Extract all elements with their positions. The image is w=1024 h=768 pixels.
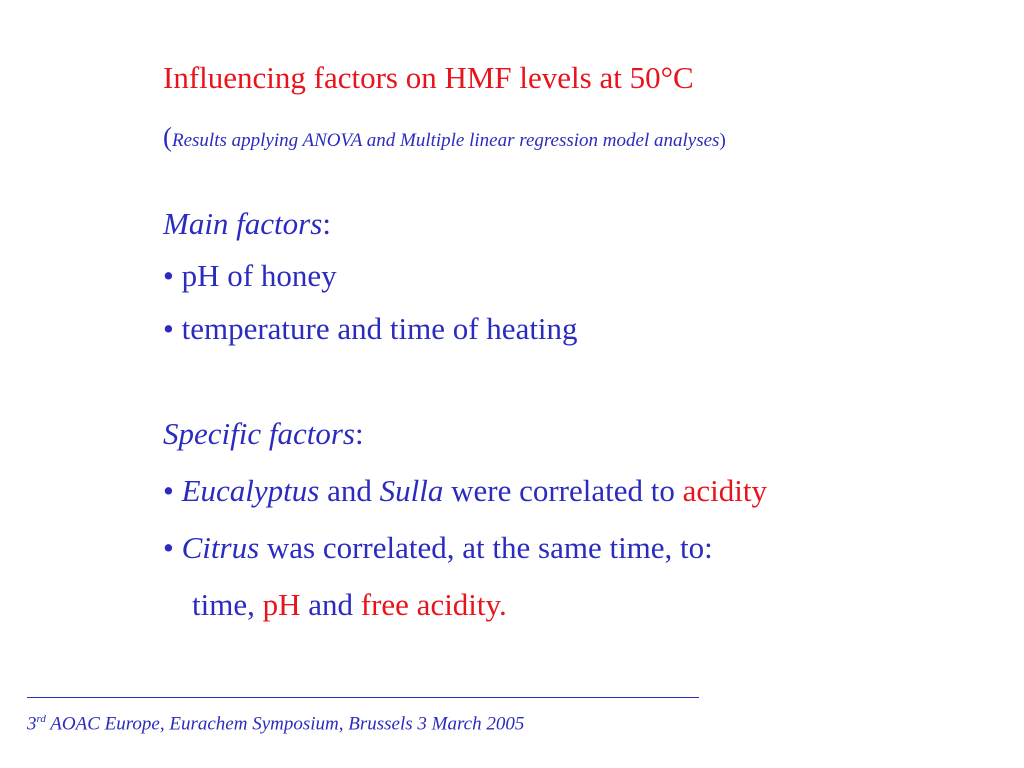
conjunction: and — [319, 473, 380, 508]
main-factors-colon: : — [322, 206, 331, 241]
specific-factor-item-2 — [163, 530, 713, 566]
specific-factor-item-1 — [163, 473, 767, 509]
slide-footer — [27, 713, 524, 735]
specific-factor-item-3 — [192, 587, 507, 623]
specific-factors-label: Specific factors — [163, 416, 355, 451]
footer-text: AOAC Europe, Eurachem Symposium, Brussels 3 March 2005 — [45, 713, 525, 735]
highlight-free-acidity: free acidity. — [360, 587, 507, 622]
subtitle-open-paren: ( — [163, 122, 172, 152]
subtitle-close-paren: ) — [719, 130, 726, 151]
main-factor-item: • temperature and time of heating — [163, 311, 578, 346]
species-sulla: Sulla — [379, 473, 444, 508]
footer-ordinal-suffix: rd — [36, 713, 46, 725]
bullet: • — [163, 473, 182, 508]
bullet: • — [163, 530, 182, 565]
item-text: was correlated, at the same time, to: — [259, 530, 713, 565]
footer-ordinal: 3 — [27, 713, 37, 735]
highlight-ph: pH — [262, 587, 301, 622]
species-citrus: Citrus — [181, 530, 260, 565]
main-factors-label: Main factors — [163, 206, 323, 241]
slide-title: Influencing factors on HMF levels at 50°C — [163, 60, 694, 95]
slide-subtitle — [163, 122, 726, 153]
item-text: were correlated to — [443, 473, 683, 508]
footer-divider — [27, 697, 699, 698]
conjunction: and — [300, 587, 361, 622]
main-factors-heading — [163, 206, 331, 242]
highlight-acidity: acidity — [682, 473, 767, 508]
item-text: time, — [192, 587, 263, 622]
specific-factors-heading — [163, 416, 364, 452]
main-factor-item: • pH of honey — [163, 258, 337, 293]
specific-factors-colon: : — [354, 416, 364, 451]
species-eucalyptus: Eucalyptus — [181, 473, 320, 508]
subtitle-text: Results applying ANOVA and Multiple linear regression model analyses — [172, 130, 720, 151]
